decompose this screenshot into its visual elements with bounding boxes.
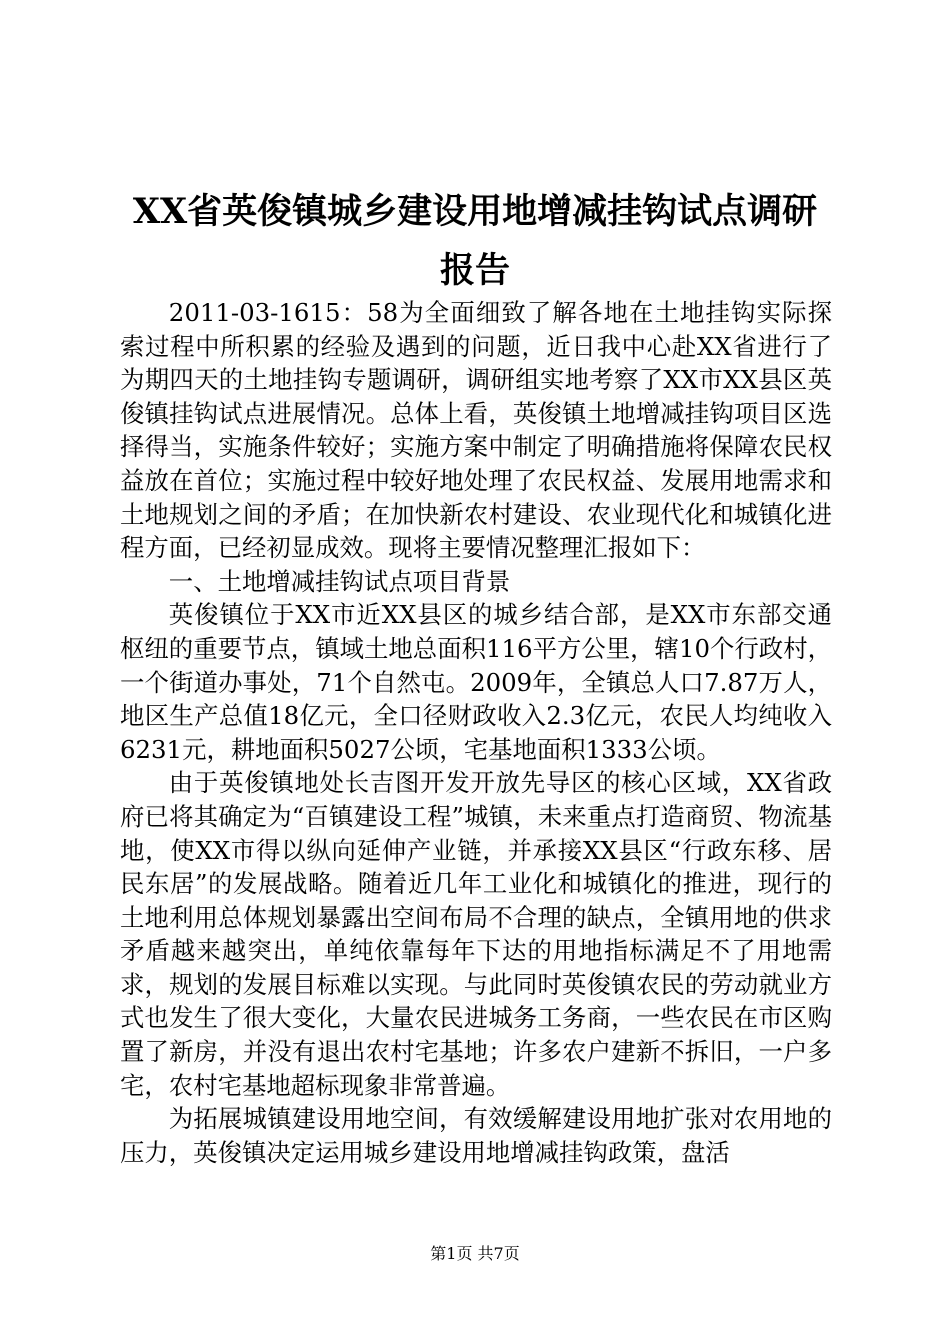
section-heading-1: 一、土地增减挂钩试点项目背景 xyxy=(168,566,511,596)
paragraph-background-2: 由于英俊镇地处长吉图开发开放先导区的核心区域，XX省政府已将其确定为“百镇建设工程”城镇，未来重点打造商贸、物流基地，使XX市得以纵向延伸产业链，并承接XX县区“行政东移、居民东居”的发展战略。随着近几年工业化和城镇化的推进，现行的土地利用总体规划暴露出空间布局不合理的缺点，全镇用地的供求矛盾越来越突出，单纯依靠每年下达的用地指标满足不了用地需求，规划的发展目标难以实现。与此同时英俊镇农民的劳动就业方式也发生了很大变化，大量农民进城务工务商，一些农民在市区购置了新房，并没有退出农村宅基地；许多农户建新不拆旧，一户多宅，农村宅基地超标现象非常普遍。 xyxy=(120,768,832,1100)
paragraph-intro: 2011-03-1615：58为全面细致了解各地在土地挂钩实际探索过程中所积累的经验及遇到的问题，近日我中心赴XX省进行了为期四天的土地挂钩专题调研，调研组实地考察了XX市XX县区英俊镇挂钩试点进展情况。总体上看，英俊镇土地增减挂钩项目区选择得当，实施条件较好；实施方案中制定了明确措施将保障农民权益放在首位；实施过程中较好地处理了农民权益、发展用地需求和土地规划之间的矛盾；在加快新农村建设、农业现代化和城镇化进程方面，已经初显成效。现将主要情况整理汇报如下： xyxy=(120,298,832,563)
page-footer: 第1页 共7页 xyxy=(430,1244,520,1263)
document-title-line1: XX省英俊镇城乡建设用地增减挂钩试点调研 xyxy=(132,191,818,232)
paragraph-background-1: 英俊镇位于XX市近XX县区的城乡结合部，是XX市东部交通枢纽的重要节点，镇域土地总面积116平方公里，辖10个行政村，一个街道办事处，71个自然屯。2009年，全镇总人口7.87万人，地区生产总值18亿元，全口径财政收入2.3亿元，农民人均纯收入6231元，耕地面积5027公顷，宅基地面积1333公顷。 xyxy=(120,600,832,764)
document-body xyxy=(120,296,832,1169)
document-title-line2: 报告 xyxy=(439,250,510,291)
paragraph-background-3: 为拓展城镇建设用地空间，有效缓解建设用地扩张对农用地的压力，英俊镇决定运用城乡建设用地增减挂钩政策，盘活 xyxy=(120,1104,832,1167)
